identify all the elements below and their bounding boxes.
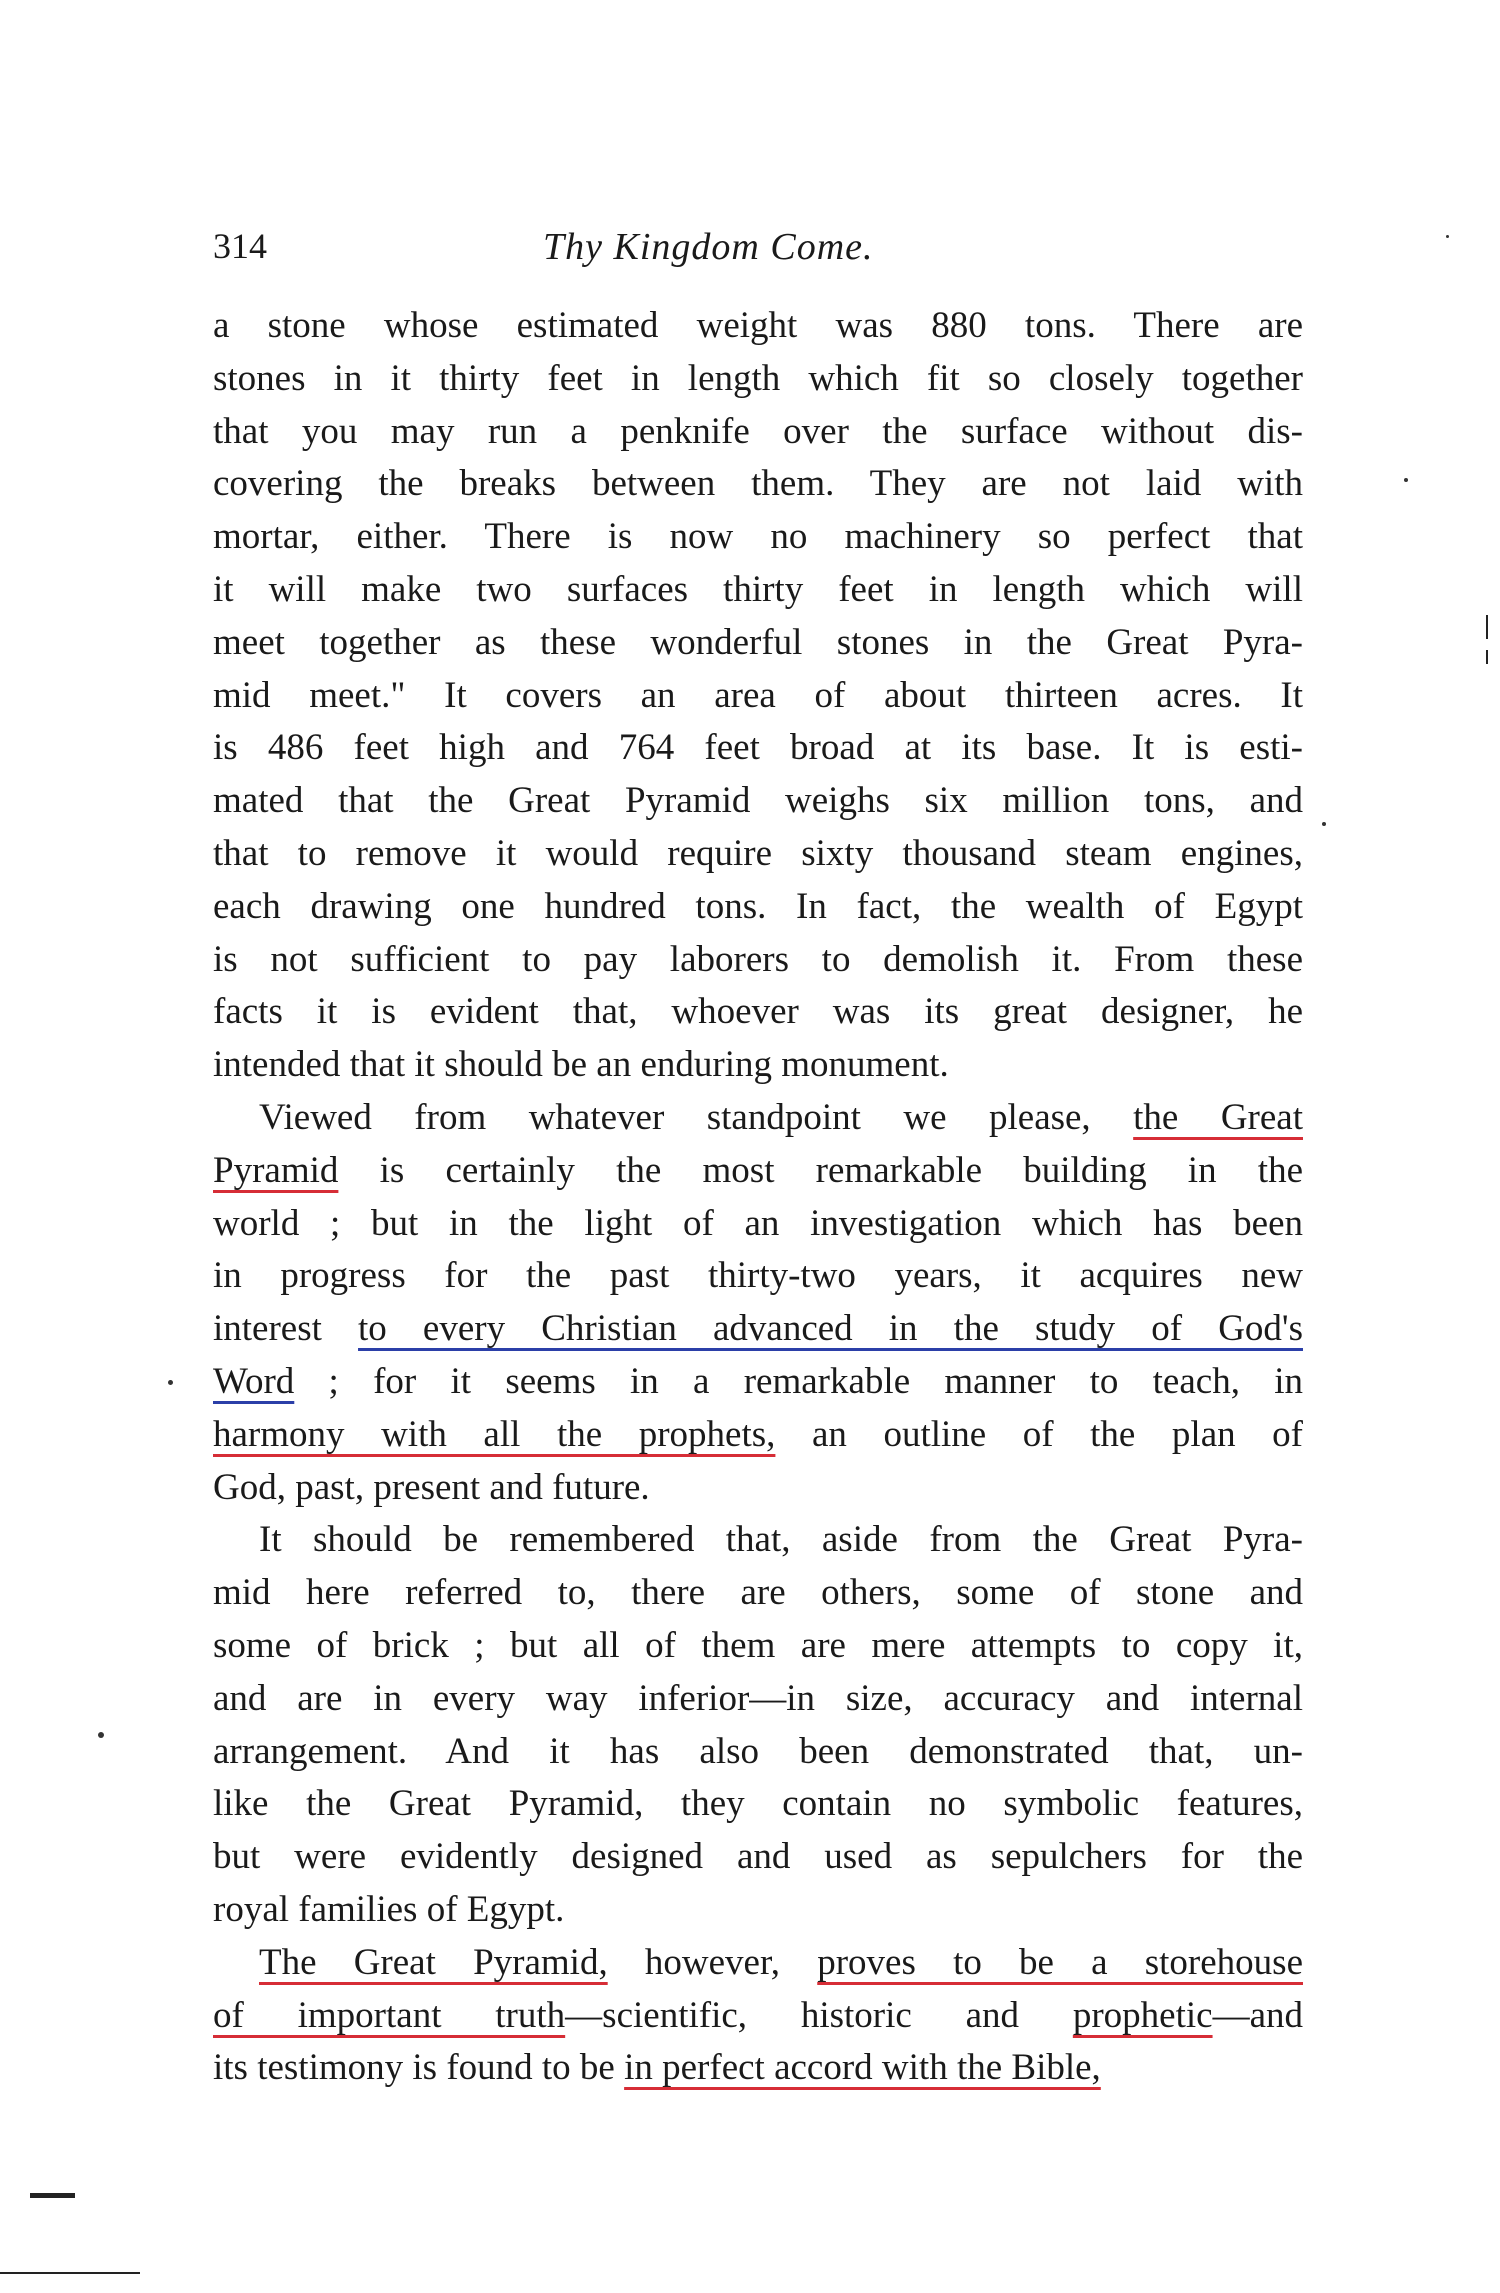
text-line bbox=[213, 1726, 1303, 1779]
text-segment: mid meet." It covers an area of about thirteen acres. It bbox=[213, 674, 1303, 716]
paragraph bbox=[213, 300, 1303, 1092]
margin-mark bbox=[30, 2193, 75, 2198]
text-line bbox=[213, 1039, 1303, 1092]
text-line bbox=[213, 828, 1303, 881]
text-line bbox=[213, 1937, 1303, 1990]
text-line bbox=[213, 2042, 1303, 2095]
text-segment: its testimony is found to be bbox=[213, 2047, 625, 2089]
text-line bbox=[213, 1990, 1303, 2043]
text-line bbox=[213, 406, 1303, 459]
paragraph bbox=[213, 1514, 1303, 1936]
text-line bbox=[213, 1198, 1303, 1251]
underlined-passage-red: the Great bbox=[1133, 1096, 1303, 1138]
underlined-passage-blue: to every Christian advanced in the study of God's bbox=[358, 1308, 1303, 1350]
text-line bbox=[213, 1092, 1303, 1145]
text-line bbox=[213, 722, 1303, 775]
text-segment: in progress for the past thirty-two years, it acquires new bbox=[213, 1255, 1303, 1297]
margin-speck bbox=[1446, 235, 1449, 238]
text-segment: world ; but in the light of an investigation which has been bbox=[213, 1202, 1303, 1244]
running-title: Thy Kingdom Come. bbox=[543, 226, 874, 268]
text-line bbox=[213, 775, 1303, 828]
text-segment: is 486 feet high and 764 feet broad at its base. It is esti- bbox=[213, 727, 1303, 769]
text-segment: each drawing one hundred tons. In fact, the wealth of Egypt bbox=[213, 885, 1303, 927]
text-segment: and are in every way inferior—in size, accuracy and internal bbox=[213, 1677, 1303, 1719]
text-line bbox=[213, 1409, 1303, 1462]
underlined-passage-red: The Great Pyramid, bbox=[259, 1941, 608, 1983]
text-segment: however, bbox=[607, 1941, 818, 1983]
text-segment: like the Great Pyramid, they contain no symbolic features, bbox=[213, 1783, 1303, 1825]
body-text bbox=[213, 300, 1303, 2095]
text-segment: covering the breaks between them. They are not laid with bbox=[213, 463, 1303, 505]
text-segment: is certainly the most remarkable building in the bbox=[338, 1149, 1303, 1191]
underlined-passage-red: of important truth bbox=[213, 1994, 566, 2036]
text-line bbox=[213, 1778, 1303, 1831]
paragraph bbox=[213, 1937, 1303, 2095]
text-segment: that you may run a penknife over the surface without dis- bbox=[213, 410, 1303, 452]
text-line bbox=[213, 617, 1303, 670]
text-line bbox=[213, 1514, 1303, 1567]
text-segment: —and bbox=[1212, 1994, 1303, 2036]
margin-speck bbox=[1404, 478, 1408, 482]
text-line bbox=[213, 353, 1303, 406]
text-segment: mated that the Great Pyramid weighs six million tons, and bbox=[213, 780, 1303, 822]
margin-speck bbox=[168, 1380, 173, 1385]
page-number: 314 bbox=[213, 226, 267, 266]
text-line bbox=[213, 1567, 1303, 1620]
text-line bbox=[213, 670, 1303, 723]
margin-speck bbox=[1322, 822, 1326, 826]
text-line bbox=[213, 1462, 1303, 1515]
text-segment: interest bbox=[213, 1308, 359, 1350]
text-segment: is not sufficient to pay laborers to demolish it. From these bbox=[213, 938, 1303, 980]
text-line bbox=[213, 564, 1303, 617]
text-line bbox=[213, 511, 1303, 564]
text-segment: arrangement. And it has also been demonstrated that, un- bbox=[213, 1730, 1303, 1772]
margin-speck bbox=[98, 1732, 104, 1738]
text-line bbox=[213, 881, 1303, 934]
text-segment: mortar, either. There is now no machinery so perfect that bbox=[213, 516, 1303, 558]
page-header bbox=[213, 225, 1303, 285]
underlined-passage-red: harmony with all the prophets, bbox=[213, 1413, 776, 1455]
text-line bbox=[213, 1303, 1303, 1356]
text-segment: mid here referred to, there are others, some of stone and bbox=[213, 1572, 1303, 1614]
text-line bbox=[213, 1250, 1303, 1303]
text-segment: facts it is evident that, whoever was its great designer, he bbox=[213, 991, 1303, 1033]
text-segment: but were evidently designed and used as sepulchers for the bbox=[213, 1836, 1303, 1878]
text-line bbox=[213, 934, 1303, 987]
text-line bbox=[213, 986, 1303, 1039]
text-segment: God, past, present and future. bbox=[213, 1466, 650, 1508]
text-segment: some of brick ; but all of them are mere attempts to copy it, bbox=[213, 1624, 1303, 1666]
text-segment: ; for it seems in a remarkable manner to teach, in bbox=[294, 1360, 1303, 1402]
text-segment: —scientific, historic and bbox=[565, 1994, 1073, 2036]
text-line bbox=[213, 300, 1303, 353]
paragraph bbox=[213, 1092, 1303, 1514]
text-segment: Viewed from whatever standpoint we please, bbox=[259, 1096, 1134, 1138]
text-segment: stones in it thirty feet in length which fit so closely together bbox=[213, 357, 1303, 399]
text-segment: it will make two surfaces thirty feet in length which will bbox=[213, 568, 1303, 610]
text-line bbox=[213, 1673, 1303, 1726]
text-segment: a stone whose estimated weight was 880 tons. There are bbox=[213, 305, 1303, 346]
text-segment: It should be remembered that, aside from the Great Pyra- bbox=[259, 1519, 1303, 1561]
text-segment: meet together as these wonderful stones in the Great Pyra- bbox=[213, 621, 1303, 663]
margin-rule-line bbox=[0, 2272, 140, 2274]
underlined-passage-red: in perfect accord with the Bible, bbox=[624, 2047, 1101, 2089]
text-segment: that to remove it would require sixty thousand steam engines, bbox=[213, 832, 1303, 874]
text-line bbox=[213, 458, 1303, 511]
underlined-passage-red: proves to be a storehouse bbox=[817, 1941, 1303, 1983]
text-line bbox=[213, 1356, 1303, 1409]
margin-mark bbox=[1486, 615, 1488, 639]
text-line bbox=[213, 1620, 1303, 1673]
underlined-passage-red: Pyramid bbox=[213, 1149, 339, 1191]
text-line bbox=[213, 1145, 1303, 1198]
text-segment: an outline of the plan of bbox=[775, 1413, 1303, 1455]
underlined-passage-blue: Word bbox=[213, 1360, 295, 1402]
text-segment: royal families of Egypt. bbox=[213, 1888, 565, 1930]
text-line bbox=[213, 1831, 1303, 1884]
text-segment: intended that it should be an enduring monument. bbox=[213, 1044, 949, 1086]
margin-mark bbox=[1486, 650, 1488, 664]
text-line bbox=[213, 1884, 1303, 1937]
underlined-passage-red: prophetic bbox=[1072, 1994, 1213, 2036]
